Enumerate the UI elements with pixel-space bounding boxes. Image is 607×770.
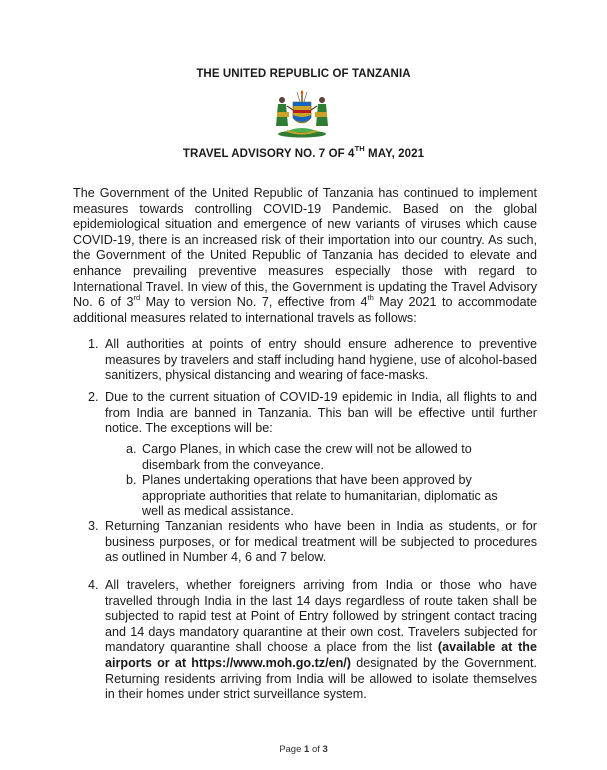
coat-of-arms-icon: [271, 88, 333, 138]
advisory-title: TRAVEL ADVISORY NO. 7 OF 4TH MAY, 2021: [182, 144, 425, 160]
page-footer: Page 1 of 3: [279, 744, 328, 755]
document-page: THE UNITED REPUBLIC OF TANZANIA TRAVEL ADVISORY NO. 7 OF 4TH MAY, 2021 The Government of the United Republic of Tanzania has continued to implement measures towards controlling COVID-19 Pandemic. Based on the global epidemiological situation and emergence of new variants of viruses which cause COVID-19, there is an increased risk of their importation into our country. As such, the Government of the United Republic of Tanzania has decided to elevate and enhance prevailing preventive measures especially those with regard to International Travel. In view of this, the Government is updating the Travel Advisory No. 6 of 3rd May to version No. 7, effective from 4th May 2021 to accommodate additional measures related to international travels as follows: 1. All authorities at points of entry should ensure adherence to preventive measures by travelers and staff including hand hygiene, use of alcohol-based sanitizers, physical distancing and wearing of face-masks. 2. Due to the current situation of COVID-19 epidemic in India, all flights to and from India are banned in Tanzania. This ban will be effective until further notice. The exceptions will be: a. Cargo Planes, in which case the crew will not be allowed to disembark from the conveyance. b. Planes undertaking operations that have been approved by appropriate authorities that relate to humanitarian, diplomatic as well as medical assistance. 3. Returning Tanzanian residents who have been in India as students, or for business purposes, or for medical treatment will be subjected to procedures as outlined in Number 4, 6 and 7 below. 4. All travelers, whether foreigners arriving from India or those who have travelled through India in the last 14 days regardless of route taken shall be subjected to rapid test at Point of Entry followed by stringent contact tracing and 14 days mandatory quarantine at their own cost. Travelers subjected for mandatory quarantine shall choose a place from the list (available at the airports or at https://www.moh.go.tz/en/) designated by the Government. Returning residents arriving from India will be allowed to isolate themselves in their homes under strict surveillance system. Page 1 of 3: [0, 0, 607, 770]
intro-paragraph: The Government of the United Republic of Tanzania has continued to implement measures towards controlling COVID-19 Pandemic. Based on the global epidemiological situation and emergence of new variants of viruses which cause COVID-19, there is an increased risk of their importation into our country. As such, the Government of the United Republic of Tanzania has decided to elevate and enhance prevailing preventive measures especially those with regard to International Travel. In view of this, the Government is updating the Travel Advisory No. 6 of 3rd May to version No. 7, effective from 4th May 2021 to accommodate additional measures related to international travels as follows:: [73, 186, 538, 325]
country-title: THE UNITED REPUBLIC OF TANZANIA: [196, 68, 411, 80]
airports-link-text: (available at the airports or at https://www.moh.go.tz/en/): [105, 640, 537, 670]
